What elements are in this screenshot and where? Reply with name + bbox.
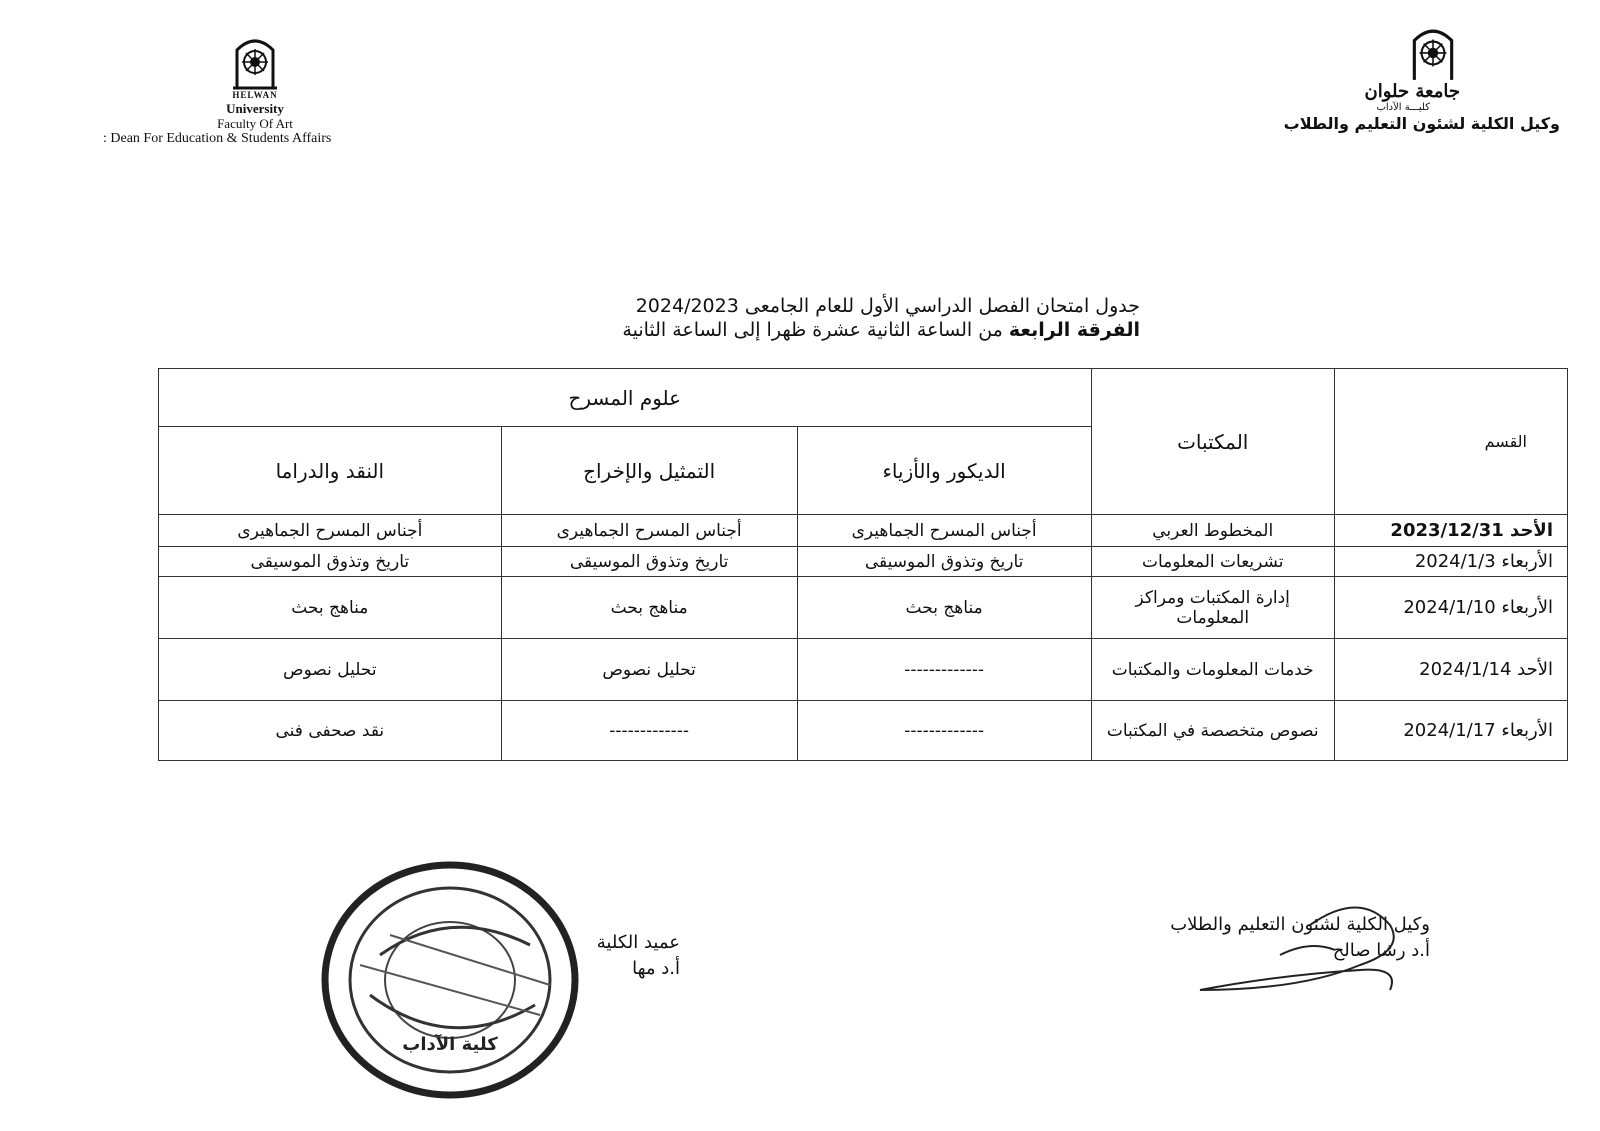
header-left [105,36,405,146]
header-acting-directing: التمثيل والإخراج [501,427,797,515]
exam-schedule-table [158,368,1568,761]
criticism-subject: مناهج بحث [159,577,502,639]
title-line1: جدول امتحان الفصل الدراسي الأول للعام الجامعى 2024/2023 [635,295,1140,317]
table-row [159,639,1568,701]
libraries-subject: المخطوط العربي [1091,515,1334,547]
decor-subject: ------------- [797,701,1091,761]
acting-subject: ------------- [501,701,797,761]
table-row [159,547,1568,577]
criticism-subject: تاريخ وتذوق الموسيقى [159,547,502,577]
header-criticism-drama: النقد والدراما [159,427,502,515]
decor-subject: أجناس المسرح الجماهيرى [797,515,1091,547]
decor-subject: تاريخ وتذوق الموسيقى [797,547,1091,577]
vice-dean-name: أ.د رشا صالح [1332,940,1430,961]
handwritten-signature-icon [1160,895,1420,1005]
criticism-subject: نقد صحفى فنى [159,701,502,761]
acting-subject: أجناس المسرح الجماهيرى [501,515,797,547]
acting-subject: مناهج بحث [501,577,797,639]
faculty-name: Faculty Of Art [217,116,293,131]
helwan-university-logo-icon [225,36,285,90]
header-right [1260,26,1560,134]
criticism-subject: أجناس المسرح الجماهيرى [159,515,502,547]
libraries-subject: إدارة المكتبات ومراكز المعلومات [1091,577,1334,639]
university-name-ar: جامعة حلوان [1364,81,1460,102]
vice-dean-role: وكيل الكلية لشئون التعليم والطلاب [1170,914,1430,935]
header-theatre-sciences: علوم المسرح [159,369,1092,427]
title-level: الفرقة الرابعة [1008,319,1140,341]
document-title [500,294,1140,342]
decor-subject: مناهج بحث [797,577,1091,639]
university-name-line1: HELWAN [232,90,278,100]
exam-date: الأربعاء 2024/1/10 [1334,577,1567,639]
acting-subject: تحليل نصوص [501,639,797,701]
title-time: من الساعة الثانية عشرة ظهرا إلى الساعة الثانية [622,319,1009,341]
vice-dean-title-ar: وكيل الكلية لشئون التعليم والطلاب [1283,114,1560,133]
exam-date: الأحد 2023/12/31 [1334,515,1567,547]
header-department-label: القسم [1334,369,1567,515]
header-libraries: المكتبات [1091,369,1334,515]
signature-dean [560,930,680,982]
university-name-line2: University [226,101,284,116]
libraries-subject: نصوص متخصصة في المكتبات [1091,701,1334,761]
header-decor-costume: الديكور والأزياء [797,427,1091,515]
libraries-subject: تشريعات المعلومات [1091,547,1334,577]
table-row [159,577,1568,639]
faculty-seal-stamp-icon [300,845,580,1105]
helwan-university-logo-icon [1401,26,1465,82]
exam-date: الأربعاء 2024/1/17 [1334,701,1567,761]
decor-subject: ------------- [797,639,1091,701]
title-line2 [500,318,1140,342]
exam-date: الأربعاء 2024/1/3 [1334,547,1567,577]
faculty-name-ar: كليـــة الآداب [1376,102,1430,113]
libraries-subject: خدمات المعلومات والمكتبات [1091,639,1334,701]
table-row [159,701,1568,761]
dean-title: : Dean For Education & Students Affairs [103,131,332,146]
dean-role: عميد الكلية [596,932,680,953]
acting-subject: تاريخ وتذوق الموسيقى [501,547,797,577]
exam-date: الأحد 2024/1/14 [1334,639,1567,701]
dean-name: أ.د مها [632,958,680,979]
seal-text: كلية الآداب [402,1034,498,1055]
table-row [159,515,1568,547]
criticism-subject: تحليل نصوص [159,639,502,701]
